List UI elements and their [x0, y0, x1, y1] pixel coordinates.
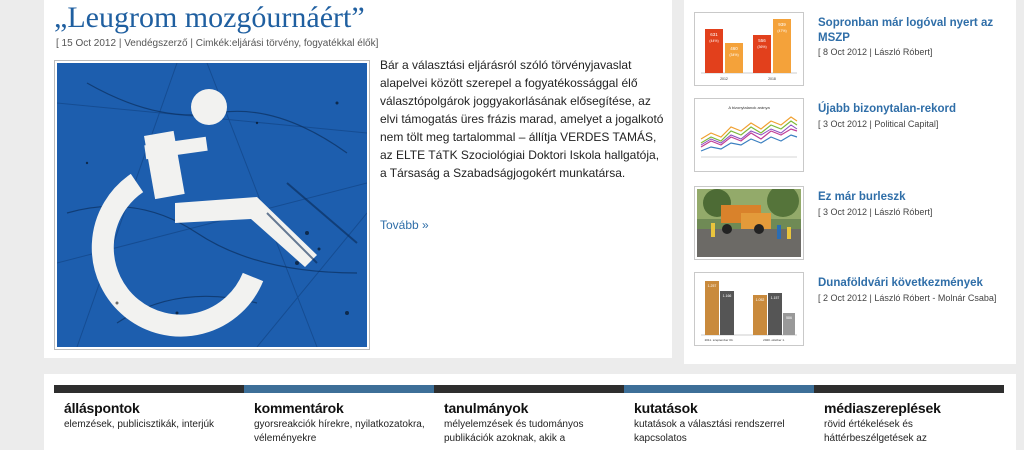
roadwork-photo-thumbnail[interactable] — [694, 186, 804, 260]
category-title[interactable]: kutatások — [634, 400, 698, 416]
category-mediaszereplesek[interactable] — [814, 385, 1004, 450]
category-color-bar — [244, 385, 434, 393]
roadwork-photo-icon — [697, 189, 801, 257]
sidebar-item[interactable] — [694, 186, 1014, 262]
chart-title: A bizonytalanok aránya — [728, 105, 770, 110]
related-articles-sidebar — [684, 0, 1016, 364]
article-title[interactable]: „Leugrom mozgóurnáért” — [54, 1, 365, 34]
category-description: elemzések, publicisztikák, interjúk — [64, 419, 215, 430]
read-more-link[interactable]: Tovább » — [380, 218, 429, 232]
sidebar-item[interactable] — [694, 12, 1014, 88]
sidebar-item-title[interactable]: Ez már burleszk — [818, 191, 906, 203]
category-color-bar — [434, 385, 624, 393]
category-tanulmanyok[interactable] — [434, 385, 624, 450]
bar-percent-label: (47%) — [777, 29, 787, 33]
bar-chart-thumbnail[interactable] — [694, 12, 804, 86]
bar-value-label: 939 — [778, 22, 786, 27]
bar-chart-thumbnail[interactable] — [694, 272, 804, 346]
category-navigation — [44, 374, 1016, 450]
bar-value-label: 460 — [730, 46, 738, 51]
category-description: mélyelemzések és tudományos publikációk azoknak, akik a — [444, 419, 584, 444]
category-title[interactable]: kommentárok — [254, 400, 344, 416]
axis-label: 2011. szeptember 04. — [704, 338, 734, 342]
bar-value-label: 556 — [758, 38, 766, 43]
article-meta: [ 15 Oct 2012 | Vendégszerző | Cimkék:eljárási törvény, fogyatékkal élők] — [56, 38, 379, 49]
category-allaspontok[interactable] — [54, 385, 244, 450]
axis-label: 2018 — [768, 77, 776, 81]
category-kutatasok[interactable] — [624, 385, 814, 450]
bar-chart-icon — [697, 275, 801, 343]
bar-value-label: 1.157 — [770, 296, 780, 300]
sidebar-item[interactable] — [694, 272, 1014, 348]
sidebar-item-meta: [ 3 Oct 2012 | Political Capital] — [818, 119, 939, 129]
category-color-bar — [54, 385, 244, 393]
axis-label: 2012 — [720, 77, 728, 81]
line-chart-icon — [697, 101, 801, 169]
category-title[interactable]: tanulmányok — [444, 400, 529, 416]
sidebar-item-meta: [ 8 Oct 2012 | László Róbert] — [818, 47, 933, 57]
bar-chart-icon — [697, 15, 801, 83]
article-excerpt: Bár a választási eljárásról szóló törvényjavaslat alapelvei között szerepel a fogyatékossággal élő választópolgárok joggyakorlásának elősegítése, az elvi támogatás üres frázis marad, amelyet a jogalkotó nem tölt meg tartalommal – állítja VERDES TAMÁS, az ELTE TáTK Szociológiai Doktori Iskola hallgatója, a Társaság a Szabadságjogokért munkatársa. — [380, 58, 664, 180]
bar-value-label: 1.257 — [707, 284, 717, 288]
bar-value-label: 586 — [786, 316, 792, 320]
sidebar-item-title[interactable]: Sopronban már logóval nyert az MSZP — [818, 17, 994, 44]
featured-article — [44, 0, 672, 358]
sidebar-item-title[interactable]: Újabb bizonytalan-rekord — [818, 103, 957, 115]
category-description: rövid értékelések és háttérbeszélgetések az — [824, 419, 927, 444]
wheelchair-symbol-image — [57, 63, 367, 347]
axis-label: 2020. október 1. — [763, 338, 785, 342]
category-color-bar — [624, 385, 814, 393]
sidebar-item-meta: [ 2 Oct 2012 | László Róbert - Molnár Csaba] — [818, 293, 997, 303]
category-color-bar — [814, 385, 1004, 393]
category-description: kutatások a választási rendszerrel kapcsolatos — [634, 419, 785, 444]
sidebar-item-meta: [ 3 Oct 2012 | László Róbert] — [818, 207, 933, 217]
bar-percent-label: (44%) — [709, 39, 719, 43]
bar-percent-label: (36%) — [757, 45, 767, 49]
article-photo[interactable] — [54, 60, 370, 350]
bar-value-label: 1.052 — [755, 298, 765, 302]
bar-value-label: 1.166 — [722, 294, 732, 298]
sidebar-item-title[interactable]: Dunaföldvári következmények — [818, 277, 983, 289]
category-kommentarok[interactable] — [244, 385, 434, 450]
category-description: gyorsreakciók hírekre, nyilatkozatokra, véleményekre — [254, 419, 425, 444]
category-title[interactable]: álláspontok — [64, 400, 140, 416]
sidebar-item[interactable] — [694, 98, 1014, 174]
bar-value-label: 631 — [710, 32, 718, 37]
bar-percent-label: (34%) — [729, 53, 739, 57]
line-chart-thumbnail[interactable] — [694, 98, 804, 172]
category-title[interactable]: médiaszereplések — [824, 400, 941, 416]
